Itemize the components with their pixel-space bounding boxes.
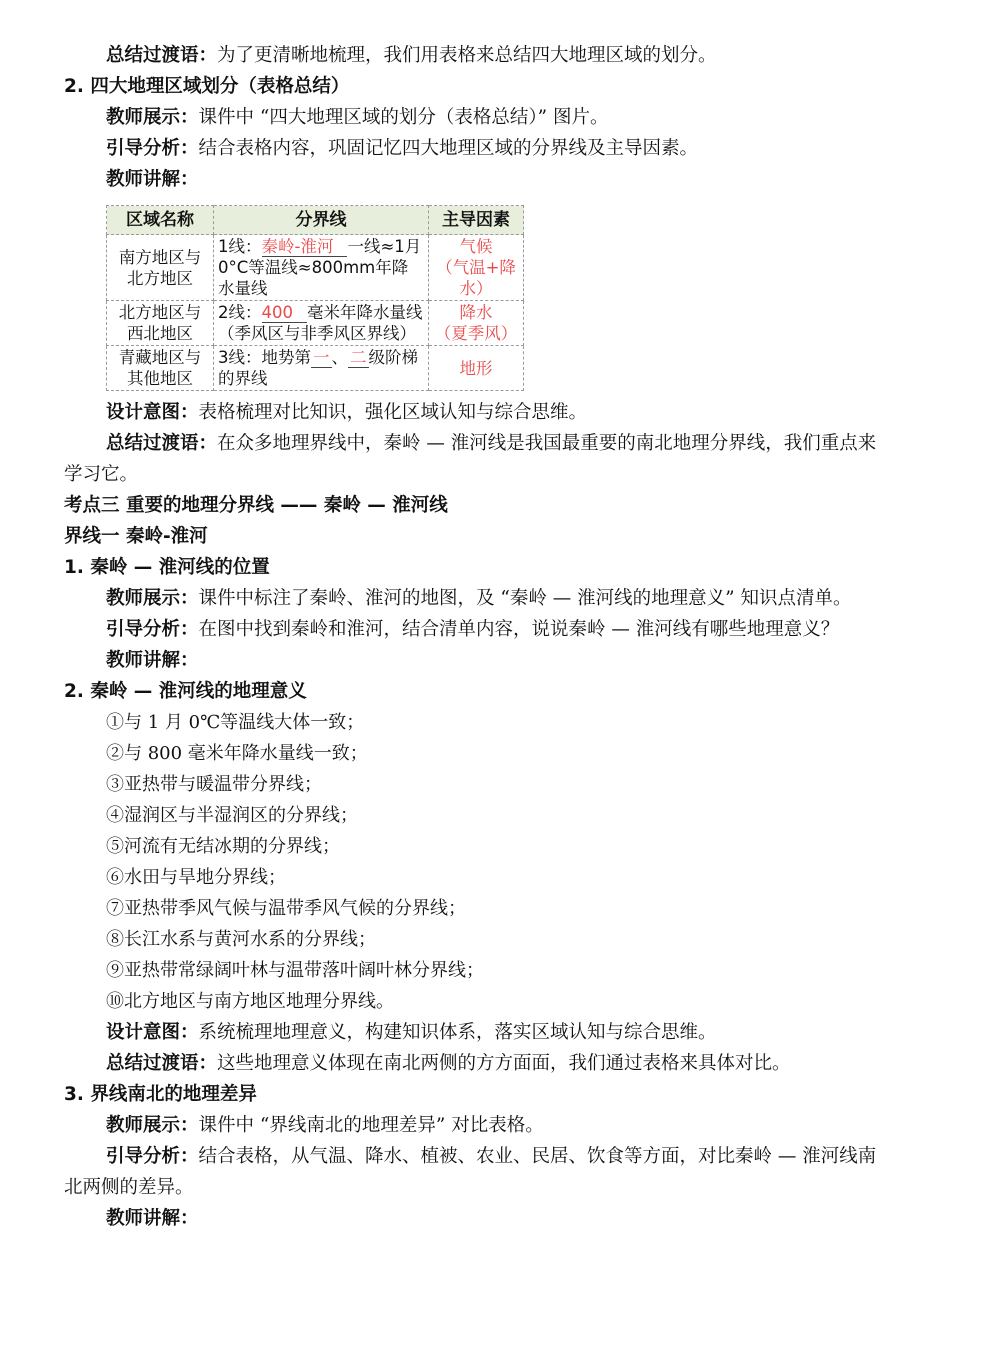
transition-paragraph-1: 总结过渡语：为了更清晰地梳理，我们用表格来总结四大地理区域的划分。 [106, 45, 717, 66]
header-region: 区域名称 [107, 206, 214, 235]
table-row [107, 235, 524, 301]
section-heading-differences: 3. 界线南北的地理差异 [64, 1084, 257, 1105]
boundary-cell: 1线：秦岭-淮河 一线≈1月0°C等温线≈800mm年降水量线 [214, 235, 429, 301]
label: 总结过渡语： [106, 45, 218, 66]
list-item: ⑥水田与旱地分界线； [106, 867, 286, 888]
significance-list [64, 707, 894, 1017]
boundary-cell: 2线：400 毫米年降水量线（季风区与非季风区界线） [214, 301, 429, 346]
region-cell: 北方地区与 西北地区 [107, 301, 214, 346]
table-row [107, 346, 524, 391]
list-item: ②与 800 毫米年降水量线一致； [106, 743, 368, 764]
factor-cell: 降水 （夏季风） [429, 301, 524, 346]
design-intent-1: 设计意图：表格梳理对比知识，强化区域认知与综合思维。 [106, 402, 588, 423]
guided-analysis-2: 引导分析：在图中找到秦岭和淮河，结合清单内容，说说秦岭 — 淮河线有哪些地理意义？ [106, 619, 840, 640]
exam-point-heading: 考点三 重要的地理分界线 —— 秦岭 — 淮河线 [64, 495, 448, 516]
factor-cell: 地形 [429, 346, 524, 391]
regions-table [106, 205, 524, 391]
list-item: ⑦亚热带季风气候与温带季风气候的分界线； [106, 898, 466, 919]
answer-blank: 秦岭-淮河 [262, 237, 348, 257]
teacher-display-1: 教师展示：课件中 “四大地理区域的划分（表格总结）” 图片。 [106, 107, 609, 128]
regions-table-container [106, 205, 894, 391]
section-heading-position: 1. 秦岭 — 淮河线的位置 [64, 557, 270, 578]
list-item: ①与 1 月 0℃等温线大体一致； [106, 712, 365, 733]
table-row [107, 301, 524, 346]
design-intent-2: 设计意图：系统梳理地理意义，构建知识体系，落实区域认知与综合思维。 [106, 1022, 717, 1043]
transition-paragraph-2: 总结过渡语：在众多地理界线中，秦岭 — 淮河线是我国最重要的南北地理分界线，我们重点来学习它。 [64, 433, 877, 485]
factor-cell: 气候 （气温+降水） [429, 235, 524, 301]
region-cell: 南方地区与 北方地区 [107, 235, 214, 301]
boundary-cell: 3线：地势第 一 、 二 级阶梯的界线 [214, 346, 429, 391]
boundary-one-heading: 界线一 秦岭-淮河 [64, 526, 208, 547]
list-item: ③亚热带与暖温带分界线； [106, 774, 322, 795]
list-item: ⑩北方地区与南方地区地理分界线。 [106, 991, 394, 1012]
table-header-row [107, 206, 524, 235]
list-item: ④湿润区与半湿润区的分界线； [106, 805, 358, 826]
teacher-display-2: 教师展示：课件中标注了秦岭、淮河的地图，及 “秦岭 — 淮河线的地理意义” 知识点清单。 [106, 588, 852, 609]
teacher-explain-1: 教师讲解： [106, 169, 199, 190]
teacher-explain-2: 教师讲解： [106, 650, 199, 671]
transition-paragraph-3: 总结过渡语：这些地理意义体现在南北两侧的方方面面，我们通过表格来具体对比。 [106, 1053, 791, 1074]
section-heading-significance: 2. 秦岭 — 淮河线的地理意义 [64, 681, 307, 702]
document-page [64, 40, 894, 1234]
guided-analysis-3: 引导分析：结合表格，从气温、降水、植被、农业、民居、饮食等方面，对比秦岭 — 淮河线南北两侧的差异。 [64, 1146, 877, 1198]
teacher-explain-3: 教师讲解： [106, 1208, 199, 1229]
list-item: ⑨亚热带常绿阔叶林与温带落叶阔叶林分界线； [106, 960, 484, 981]
answer-blank: 一 [313, 348, 330, 367]
section-heading-regions-table: 2. 四大地理区域划分（表格总结） [64, 76, 350, 97]
guided-analysis-1: 引导分析：结合表格内容，巩固记忆四大地理区域的分界线及主导因素。 [106, 138, 699, 159]
teacher-display-3: 教师展示：课件中 “界线南北的地理差异” 对比表格。 [106, 1115, 544, 1136]
region-cell: 青藏地区与 其他地区 [107, 346, 214, 391]
header-boundary: 分界线 [214, 206, 429, 235]
answer-blank: 二 [350, 348, 367, 367]
answer-blank: 400 [262, 303, 308, 323]
list-item: ⑤河流有无结冰期的分界线； [106, 836, 340, 857]
list-item: ⑧长江水系与黄河水系的分界线； [106, 929, 376, 950]
header-factor: 主导因素 [429, 206, 524, 235]
